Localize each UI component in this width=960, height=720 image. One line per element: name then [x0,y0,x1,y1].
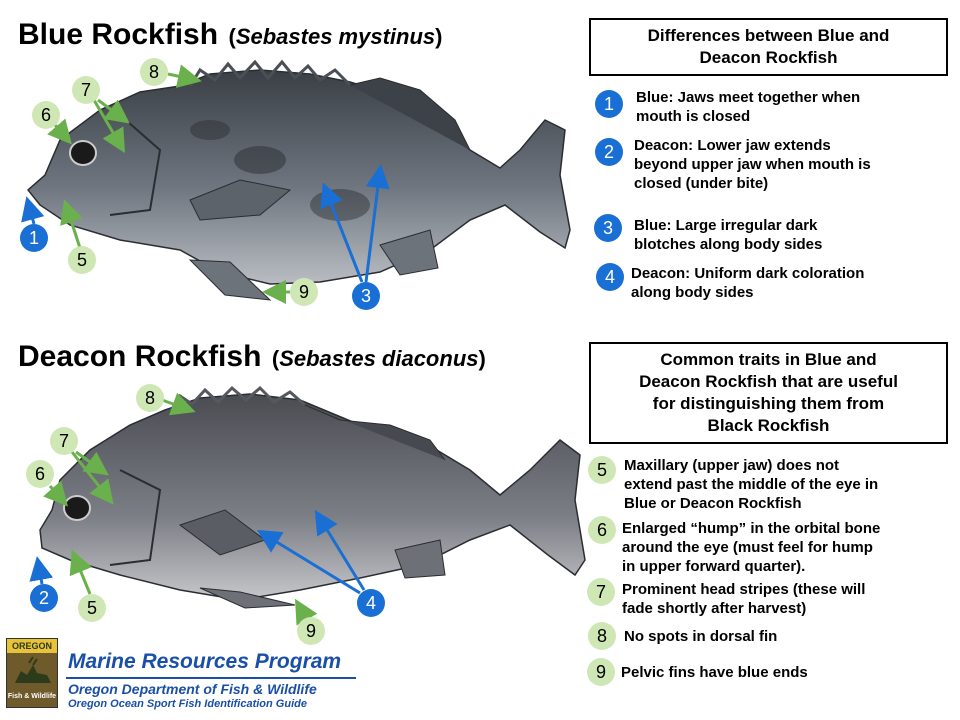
fish-label-3: 3 [352,282,380,310]
logo-sub: Fish & Wildlife [7,693,57,700]
fish-label-5: 5 [78,594,106,622]
difference-badge-4: 4 [596,263,624,291]
trait-badge-6: 6 [588,516,616,544]
program-name: Marine Resources Program [68,650,342,673]
fish-label-9: 9 [297,617,325,645]
guide-name: Oregon Ocean Sport Fish Identification Guide [68,698,307,710]
difference-item-2: Deacon: Lower jaw extends beyond upper jaw when mouth is closed (under bite) [634,137,871,192]
difference-badge-2: 2 [595,138,623,166]
blue-title-text: Blue Rockfish [18,18,219,51]
logo-text: OREGON [7,639,57,653]
common-heading-line2: Deacon Rockfish that are useful [639,372,898,391]
difference-item-4: Deacon: Uniform dark coloration along body sides [631,265,865,301]
blue-rockfish-title: Blue Rockfish (Sebastes mystinus) [18,18,443,51]
trait-item-9: Pelvic fins have blue ends [621,664,808,681]
trait-badge-7: 7 [587,578,615,606]
department-name: Oregon Department of Fish & Wildlife [68,681,317,697]
fish-label-8: 8 [136,384,164,412]
difference-item-3: Blue: Large irregular dark blotches along body sides [634,217,823,253]
deacon-scientific-name: Sebastes diaconus [279,346,479,371]
common-traits-heading-box [589,342,948,444]
difference-badge-1: 1 [595,90,623,118]
fish-label-7: 7 [72,76,100,104]
differences-heading-box [589,18,948,76]
trait-item-5: Maxillary (upper jaw) does not extend past the middle of the eye in Blue or Deacon Rockfish [624,457,879,512]
common-heading-line1: Common traits in Blue and [660,350,877,369]
difference-item-1: Blue: Jaws meet together when mouth is closed [636,89,861,125]
blue-scientific-name: Sebastes mystinus [235,24,436,49]
deacon-rockfish-image [40,388,585,608]
trait-item-8: No spots in dorsal fin [624,628,778,645]
blue-rockfish-image [28,62,570,300]
deacon-title-text: Deacon Rockfish [18,340,262,373]
footer-rule [66,677,356,679]
fish-label-2: 2 [30,584,58,612]
differences-heading-line1: Differences between Blue and [647,26,890,45]
fish-label-9: 9 [290,278,318,306]
difference-badge-3: 3 [594,214,622,242]
fish-label-8: 8 [140,58,168,86]
trait-badge-5: 5 [588,456,616,484]
trait-badge-9: 9 [587,658,615,686]
fish-label-7: 7 [50,427,78,455]
common-heading-line3: for distinguishing them from [652,394,885,413]
fish-label-5: 5 [68,246,96,274]
fish-label-6: 6 [32,101,60,129]
trait-item-7: Prominent head stripes (these will fade shortly after harvest) [622,581,866,617]
odfw-logo [6,638,58,708]
trait-badge-8: 8 [588,622,616,650]
trait-item-6: Enlarged “hump” in the orbital bone around the eye (must feel for hump in upper forward quarter). [622,520,881,575]
fish-label-1: 1 [20,224,48,252]
differences-heading-line2: Deacon Rockfish [699,48,838,67]
deacon-rockfish-title: Deacon Rockfish (Sebastes diaconus) [18,340,486,373]
deer-fish-icon [7,653,57,693]
common-heading-line4: Black Rockfish [707,416,830,435]
fish-label-4: 4 [357,589,385,617]
fish-label-6: 6 [26,460,54,488]
